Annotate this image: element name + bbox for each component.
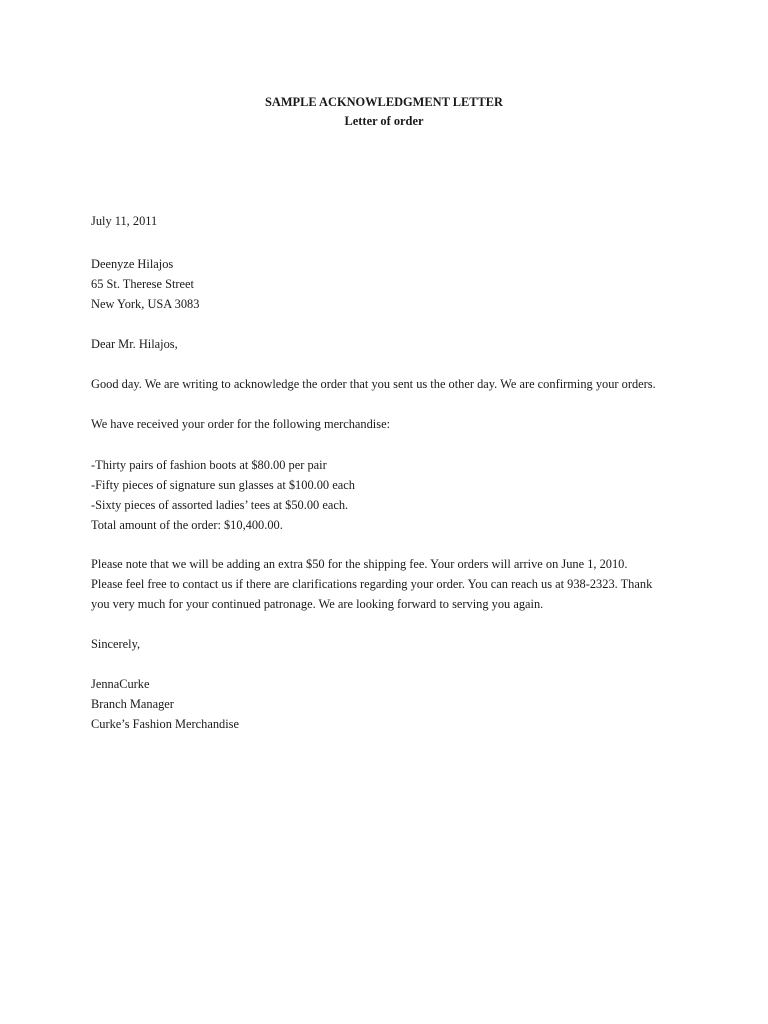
letter-date: July 11, 2011 bbox=[91, 214, 158, 228]
signer-title: Branch Manager bbox=[91, 697, 174, 711]
intro-paragraph: Good day. We are writing to acknowledge the order that you sent us the other day. We are confirming your orders. bbox=[91, 377, 656, 391]
signer-name: JennaCurke bbox=[91, 677, 150, 691]
note-line: Please feel free to contact us if there are clarifications regarding your order. You can reach us at 938-2323. Thank bbox=[91, 577, 653, 591]
signature-block bbox=[91, 674, 691, 734]
received-paragraph: We have received your order for the following merchandise: bbox=[91, 417, 391, 431]
order-total: Total amount of the order: $10,400.00. bbox=[91, 518, 283, 532]
order-items-list bbox=[91, 455, 691, 535]
note-line: Please note that we will be adding an extra $50 for the shipping fee. Your orders will arrive on June 1, 2010. bbox=[91, 557, 628, 571]
note-line: you very much for your continued patronage. We are looking forward to serving you again. bbox=[91, 597, 544, 611]
order-item: -Fifty pieces of signature sun glasses at $100.00 each bbox=[91, 478, 355, 492]
order-item: -Thirty pairs of fashion boots at $80.00 per pair bbox=[91, 458, 327, 472]
salutation: Dear Mr. Hilajos, bbox=[91, 337, 178, 351]
recipient-name: Deenyze Hilajos bbox=[91, 257, 174, 271]
document-subtitle: Letter of order bbox=[344, 114, 424, 128]
signer-company: Curke’s Fashion Merchandise bbox=[91, 717, 239, 731]
note-paragraph bbox=[91, 554, 691, 614]
recipient-city: New York, USA 3083 bbox=[91, 297, 200, 311]
order-item: -Sixty pieces of assorted ladies’ tees at $50.00 each. bbox=[91, 498, 349, 512]
document-title: SAMPLE ACKNOWLEDGMENT LETTER bbox=[265, 95, 503, 109]
recipient-address bbox=[91, 254, 691, 314]
closing: Sincerely, bbox=[91, 637, 141, 651]
recipient-street: 65 St. Therese Street bbox=[91, 277, 195, 291]
